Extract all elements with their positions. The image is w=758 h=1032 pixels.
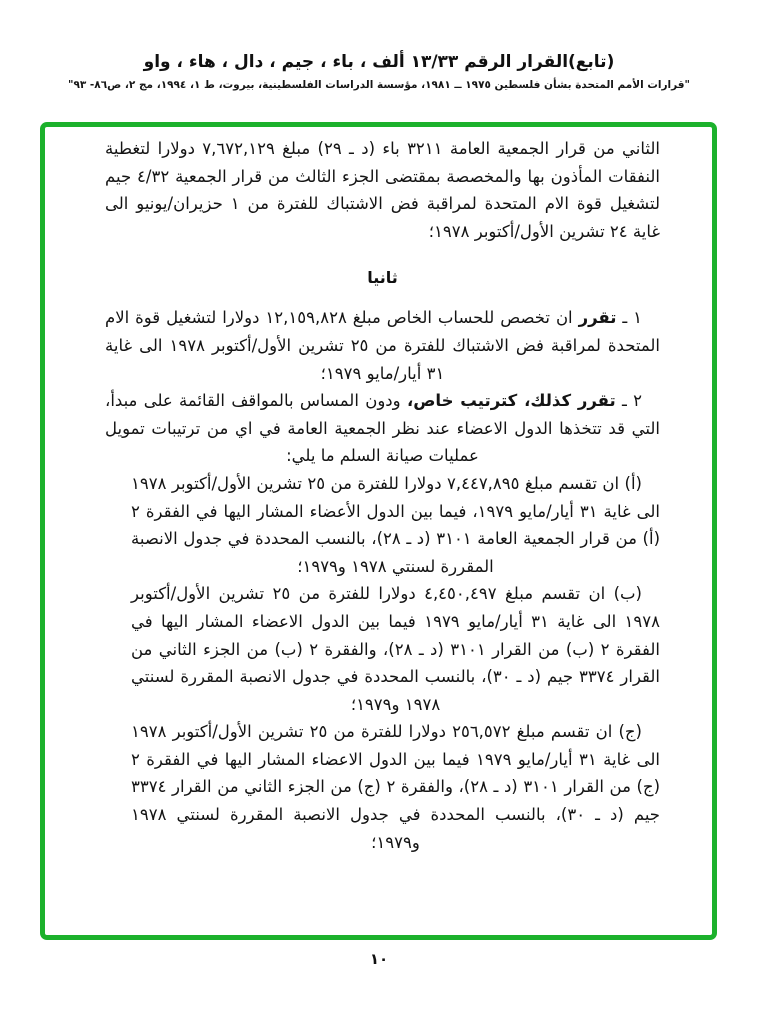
continuation-paragraph xyxy=(105,135,660,245)
text-segment: ١ ـ xyxy=(616,308,642,328)
source-citation: "قرارات الأمم المتحدة بشأن فلسطين ١٩٧٥ ــ ١٩٨١، مؤسسة الدراسات الفلسطينية، بيروت، ط ١، ١٩٩٤، مج ٢، ص٨٦- ٩٣" xyxy=(67,79,691,91)
text-segment: ٢ ـ xyxy=(615,391,642,411)
subparagraph-b xyxy=(105,580,660,718)
resolution-title: (تابع)القرار الرقم ١٣/٣٣ ألف ، باء ، جيم ، دال ، هاء ، واو xyxy=(143,52,615,72)
text-segment: (أ) ان تقسم مبلغ ٧,٤٤٧,٨٩٥ دولارا للفترة من ٢٥ تشرين الأول/أكتوبر ١٩٧٨ الى غاية ٣١ أيار/مايو ١٩٧٩، فيما بين الدول الأعضاء المشار اليها في الفقرة ٢ (أ) من قرار الجمعية العامة ٣١٠١ (د ـ ٢٨)، بالنسب المحددة في جدول الانصبة المقررة لسنتي ١٩٧٨ و١٩٧٩؛ xyxy=(131,473,661,576)
paragraph-2 xyxy=(105,387,660,470)
text-segment: (ب) ان تقسم مبلغ ٤,٤٥٠,٤٩٧ دولارا للفترة من ٢٥ تشرين الأول/أكتوبر ١٩٧٨ الى غاية ٣١ أيار/مايو ١٩٧٩ فيما بين الدول الاعضاء المشار اليها في الفقرة ٢ (ب) من القرار ٣١٠١ (د ـ ٢٨)، والفقرة ٢ (ب) من الجزء الثاني من القرار ٣٣٧٤ جيم (د ـ ٣٠)، بالنسب المحددة في جدول الانصبة المقررة لسنتي ١٩٧٨ و١٩٧٩؛ xyxy=(131,584,661,714)
text-segment: الثاني من قرار الجمعية العامة ٣٢١١ باء (د ـ ٢٩) مبلغ ٧,٦٧٢,١٢٩ دولارا لتغطية النفقات المأذون بها والمخصصة بمقتضى الجزء الثالث من قرار الجمعية ٤/٣٢ جيم لتشغيل قوة الام المتحدة لمراقبة فض الاشتباك للفترة من ١ حزيران/يونيو الى غاية ٢٤ تشرين الأول/أكتوبر ١٩٧٨؛ xyxy=(105,139,660,241)
subparagraph-c xyxy=(105,718,660,856)
subparagraph-a xyxy=(105,470,660,580)
resolution-text-body xyxy=(105,135,660,856)
bold-text-segment: تقرر كذلك، كترتيب خاص، xyxy=(406,391,616,411)
paragraph-1 xyxy=(105,304,660,387)
document-header xyxy=(0,52,758,91)
text-segment: ان تخصص للحساب الخاص مبلغ ١٢,١٥٩,٨٢٨ دولارا لتشغيل قوة الام المتحدة لمراقبة فض الاشتباك للفترة من ٢٥ تشرين الأول/أكتوبر ١٩٧٨ الى غاية ٣١ أيار/مايو ١٩٧٩؛ xyxy=(105,308,660,383)
bold-text-segment: ثانيا xyxy=(367,268,398,288)
page-number: ١٠ xyxy=(369,950,389,968)
content-border-box xyxy=(40,122,717,940)
text-segment: ودون المساس بالمواقف القائمة على مبدأ، التي قد تتخذها الدول الاعضاء عند نظر الجمعية العامة في اي من ترتيبات تمويل عمليات صيانة السلم ما يلي: xyxy=(105,391,660,466)
bold-text-segment: تقرر xyxy=(578,308,617,328)
section-heading xyxy=(105,264,660,291)
text-segment: (ج) ان تقسم مبلغ ٢٥٦,٥٧٢ دولارا للفترة من ٢٥ تشرين الأول/أكتوبر ١٩٧٨ الى غاية ٣١ أيار/مايو ١٩٧٩ فيما بين الدول الاعضاء المشار اليها في الفقرة ٢ (ج) من القرار ٣١٠١ (د ـ ٢٨)، والفقرة ٢ (ج) من الجزء الثاني من القرار ٣٣٧٤ جيم (د ـ ٣٠)، بالنسب المحددة في جدول الانصبة المقررة لسنتي ١٩٧٨ و١٩٧٩؛ xyxy=(131,722,661,852)
